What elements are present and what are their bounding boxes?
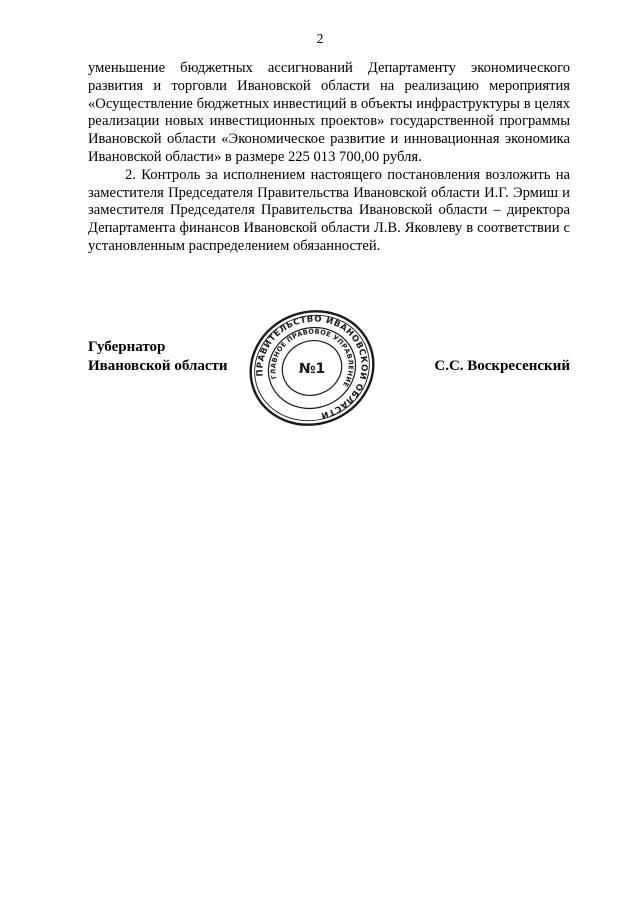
paragraph-control: 2. Контроль за исполнением настоящего постановления возложить на заместителя Председателя Правительства Ивановской области И.Г. Эрмиш и заместителя Председателя Правительства Ивановской области – директора Департамента финансов Ивановской области Л.В. Яковлеву в соответствии с установленным распределением обязанностей. — [88, 166, 570, 254]
seal-number: №1 — [298, 361, 326, 377]
signatory-title-line-2: Ивановской области — [88, 358, 228, 374]
official-seal-stamp — [247, 310, 377, 426]
document-body — [88, 60, 570, 256]
page-number: 2 — [316, 32, 324, 47]
seal-outer-text: ПРАВИТЕЛЬСТВО ИВАНОВСКОЙ ОБЛАСТИ — [255, 314, 369, 421]
paragraph-budget-reduction: уменьшение бюджетных ассигнований Департаменту экономического развития и торговли Ивановской области на реализацию мероприятия «Осуществление бюджетных инвестиций в объекты инфраструктуры в целях реализации новых инвестиционных проектов» государственной программы Ивановской области «Экономическое развитие и инновационная экономика Ивановской области» в размере 225 013 700,00 рубля. — [88, 60, 570, 165]
signatory-title-line-1: Губернатор — [88, 339, 166, 355]
seal-inner-text: ГЛАВНОЕ ПРАВОВОЕ УПРАВЛЕНИЕ — [269, 327, 355, 389]
signatory-title — [88, 338, 228, 376]
signatory-name: С.С. Воскресенский — [434, 358, 570, 374]
